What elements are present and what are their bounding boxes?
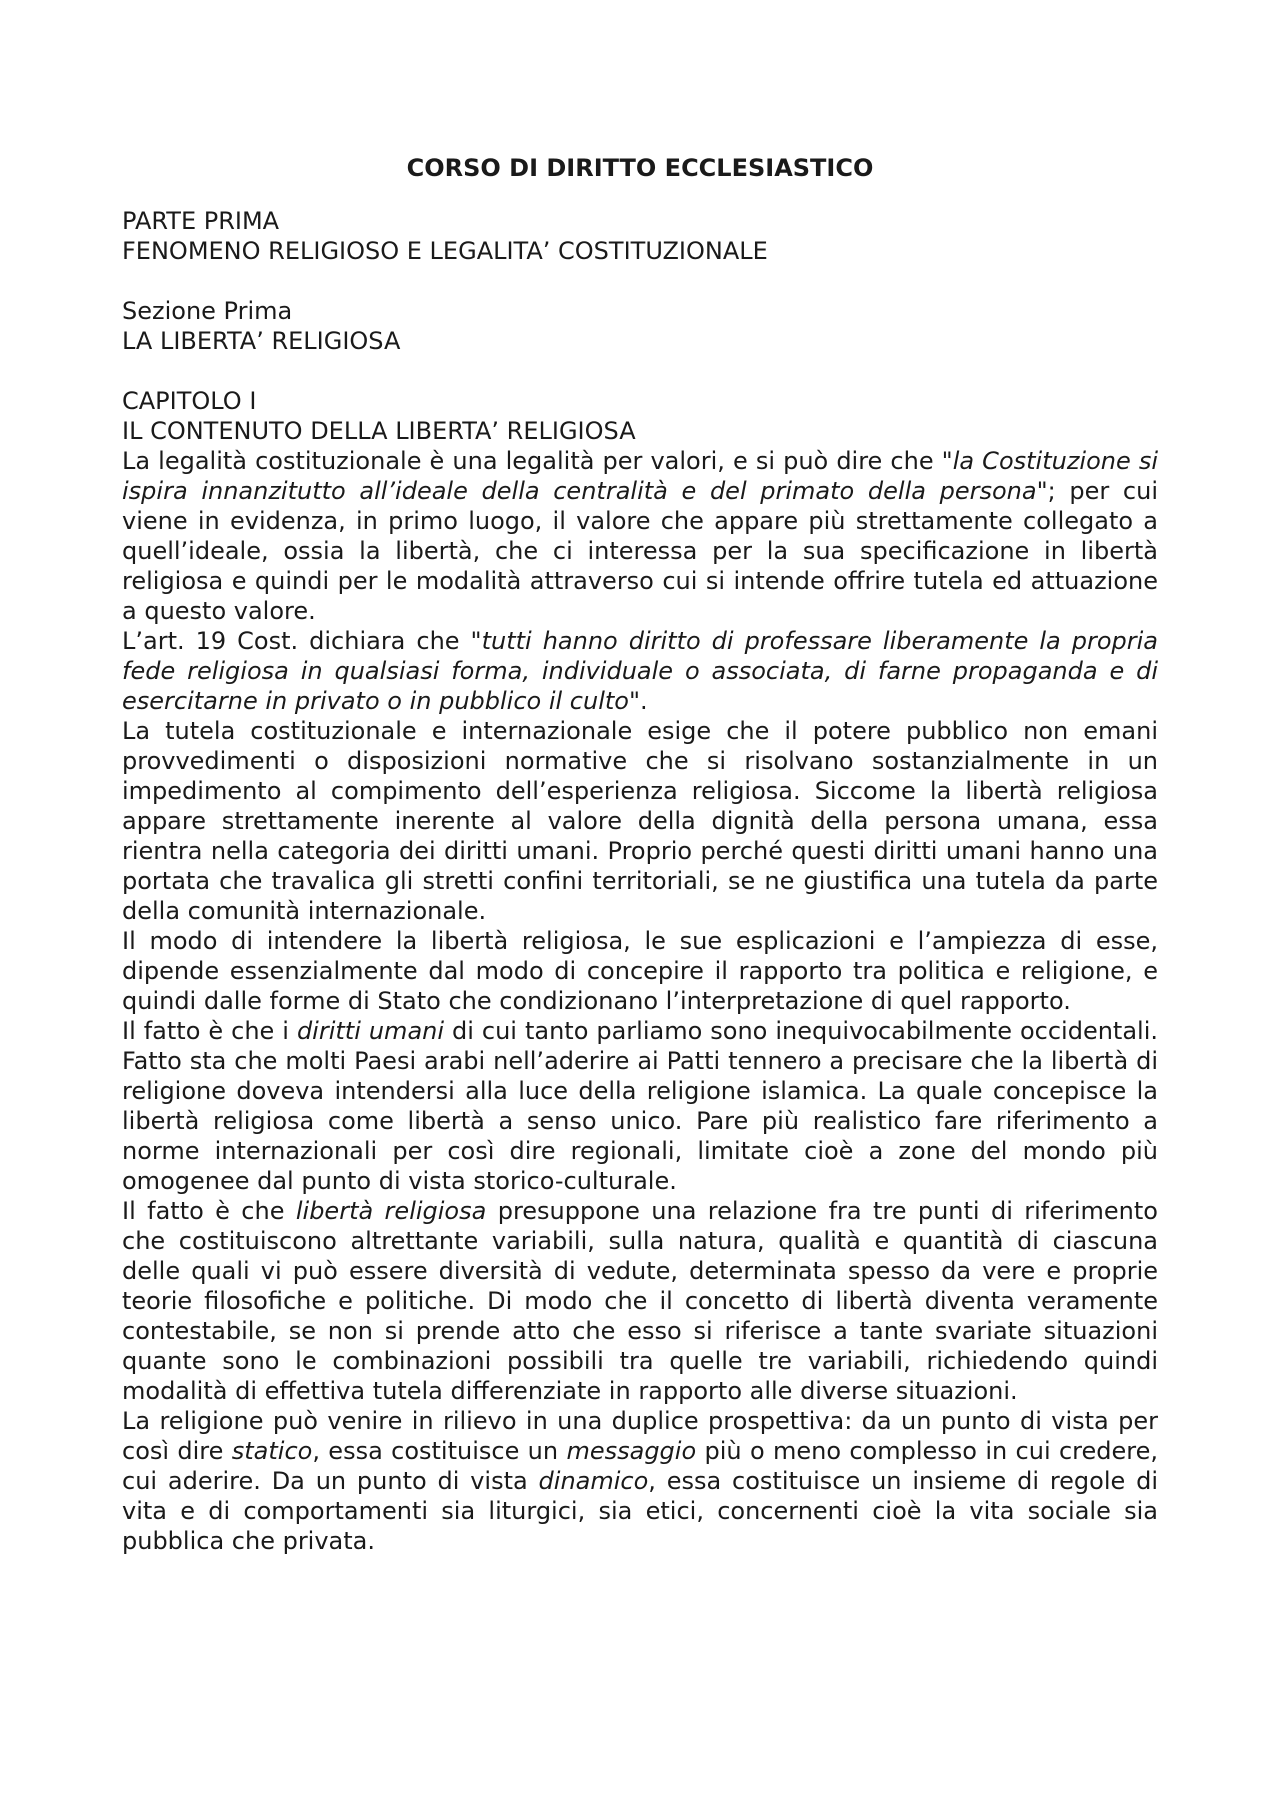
paragraph-text: di cui tanto parliamo sono inequivocabilmente occidentali. Fatto sta che molti Paesi arabi nell’aderire ai Patti tennero a precisare che la libertà di religione doveva intendersi alla luce della religione islamica. La quale concepisce la libertà religiosa come libertà a senso unico. Pare più realistico fare riferimento a norme internazionali per così dire regionali, limitate cioè a zone del mondo più omogenee dal punto di vista storico-culturale. <box>122 1017 1159 1195</box>
chapter-name: IL CONTENUTO DELLA LIBERTA’ RELIGIOSA <box>122 417 636 445</box>
paragraph-text: più o meno complesso in cui credere, cui aderire. Da un punto di vista <box>122 1437 1158 1495</box>
document-page <box>122 148 1158 1556</box>
paragraph-text: ". <box>628 687 648 715</box>
emphasis-statico: statico <box>231 1437 313 1465</box>
paragraph-text: , essa costituisce un <box>312 1437 567 1465</box>
quotation-art-19: tutti hanno diritto di professare liberamente la propria fede religiosa in qualsiasi forma, individuale o associata, di farne propaganda e di esercitarne in privato o in pubblico il culto <box>122 627 1159 715</box>
chapter-label: CAPITOLO I <box>122 387 257 415</box>
paragraph-4: Il modo di intendere la libertà religiosa, le sue esplicazioni e l’ampiezza di esse, dipende essenzialmente dal modo di concepire il rapporto tra politica e religione, e quindi dalle forme di Stato che condizionano l’interpretazione di quel rapporto. <box>122 927 1158 1015</box>
paragraph-text: presuppone una relazione fra tre punti di riferimento che costituiscono altrettante variabili, sulla natura, qualità e quantità di ciascuna delle quali vi può essere diversità di vedute, determinata spesso da vere e proprie teorie filosofiche e politiche. Di modo che il concetto di libertà diventa veramente contestabile, se non si prende atto che esso si riferisce a tante svariate situazioni quante sono le combinazioni possibili tra quelle tre variabili, richiedendo quindi modalità di effettiva tutela differenziate in rapporto alle diverse situazioni. <box>122 1197 1158 1405</box>
paragraph-6 <box>122 1196 1158 1406</box>
spacer <box>122 266 1158 296</box>
paragraph-5 <box>122 1016 1158 1196</box>
paragraph-text: Il fatto è che <box>122 1197 296 1225</box>
document-title: CORSO DI DIRITTO ECCLESIASTICO <box>406 154 874 182</box>
paragraph-text: La religione può venire in rilievo in una duplice prospettiva: da un punto di vista per così dire <box>122 1407 1158 1465</box>
section-label: Sezione Prima <box>122 297 293 325</box>
emphasis-diritti-umani: diritti umani <box>296 1017 445 1045</box>
paragraph-1 <box>122 446 1158 626</box>
section-name: LA LIBERTA’ RELIGIOSA <box>122 327 401 355</box>
quotation-constitution: la Costituzione si ispira innanzitutto all’ideale della centralità e del primato della persona <box>122 447 1159 505</box>
paragraph-3: La tutela costituzionale e internazionale esige che il potere pubblico non emani provvedimenti o disposizioni normative che si risolvano sostanzialmente in un impedimento al compimento dell’esperienza religiosa. Siccome la libertà religiosa appare strettamente inerente al valore della dignità della persona umana, essa rientra nella categoria dei diritti umani. Proprio perché questi diritti umani hanno una portata che travalica gli stretti confini territoriali, se ne giustifica una tutela da parte della comunità internazionale. <box>122 717 1158 925</box>
paragraph-2 <box>122 626 1158 716</box>
paragraph-text: L’art. 19 Cost. dichiara che " <box>122 627 482 655</box>
part-label: PARTE PRIMA <box>122 207 280 235</box>
part-name: FENOMENO RELIGIOSO E LEGALITA’ COSTITUZIONALE <box>122 237 768 265</box>
paragraph-7 <box>122 1406 1158 1556</box>
spacer <box>122 356 1158 386</box>
paragraph-text: , essa costituisce un insieme di regole di vita e di comportamenti sia liturgici, sia etici, concernenti cioè la vita sociale sia pubblica che privata. <box>122 1467 1158 1555</box>
paragraph-text: La legalità costituzionale è una legalità per valori, e si può dire che " <box>122 447 953 475</box>
emphasis-messaggio: messaggio <box>566 1437 697 1465</box>
paragraph-text: Il fatto è che i <box>122 1017 297 1045</box>
emphasis-dinamico: dinamico <box>538 1467 649 1495</box>
paragraph-text: "; per cui viene in evidenza, in primo luogo, il valore che appare più strettamente collegato a quell’ideale, ossia la libertà, che ci interessa per la sua specificazione in libertà religiosa e quindi per le modalità attraverso cui si intende offrire tutela ed attuazione a questo valore. <box>122 477 1158 625</box>
emphasis-liberta-religiosa: libertà religiosa <box>295 1197 487 1225</box>
